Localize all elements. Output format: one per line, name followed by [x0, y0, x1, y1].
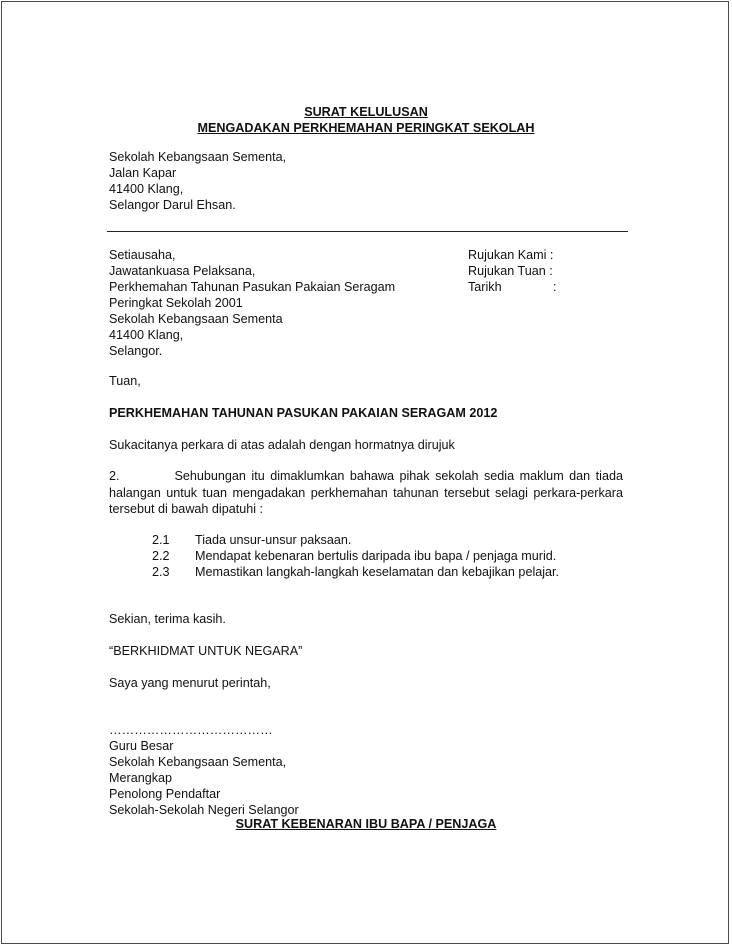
yours-line: Saya yang menurut perintah, [109, 676, 271, 690]
sender-line: Sekolah Kebangsaan Sementa, [109, 150, 287, 164]
condition-number: 2.2 [152, 549, 170, 563]
subject-heading: PERKHEMAHAN TAHUNAN PASUKAN PAKAIAN SERAGAM 2012 [109, 406, 498, 420]
sender-line: Jalan Kapar [109, 166, 177, 180]
recipient-line: Setiausaha, [109, 248, 176, 262]
condition-text: Mendapat kebenaran bertulis daripada ibu bapa / penjaga murid. [195, 549, 557, 563]
rujukan-kami: Rujukan Kami : [468, 248, 554, 262]
condition-text: Memastikan langkah-langkah keselamatan dan kebajikan pelajar. [195, 565, 560, 579]
condition-text: Tiada unsur-unsur paksaan. [195, 533, 352, 547]
sender-line: Selangor Darul Ehsan. [109, 198, 236, 212]
tarikh-label: Tarikh [468, 280, 502, 294]
letter-title: SURAT KELULUSAN [304, 105, 428, 119]
signatory-line: Guru Besar [109, 739, 174, 753]
paragraph-2: 2. Sehubungan itu dimaklumkan bahawa pihak sekolah sedia maklum dan tiada halangan untuk tuan mengadakan perkhemahan tahunan tersebut selagi perkara-perkara tersebut di bawah dipatuhi : [109, 469, 623, 516]
closing-line: Sekian, terima kasih. [109, 612, 226, 626]
salutation: Tuan, [109, 374, 141, 388]
recipient-line: Sekolah Kebangsaan Sementa [109, 312, 283, 326]
recipient-line: Jawatankuasa Pelaksana, [109, 264, 256, 278]
sender-line: 41400 Klang, [109, 182, 184, 196]
condition-number: 2.3 [152, 565, 170, 579]
tarikh-colon: : [553, 280, 557, 294]
next-letter-title: SURAT KEBENARAN IBU BAPA / PENJAGA [235, 817, 497, 831]
signatory-line: Merangkap [109, 771, 173, 785]
letter-subtitle: MENGADAKAN PERKHEMAHAN PERINGKAT SEKOLAH [197, 121, 535, 135]
signature-line: ………………………………… [109, 723, 273, 737]
recipient-line: Selangor. [109, 344, 163, 358]
recipient-line: Peringkat Sekolah 2001 [109, 296, 243, 310]
recipient-line: 41400 Klang, [109, 328, 184, 342]
motto: “BERKHIDMAT UNTUK NEGARA” [109, 644, 303, 658]
signatory-line: Penolong Pendaftar [109, 787, 221, 801]
recipient-line: Perkhemahan Tahunan Pasukan Pakaian Seragam [109, 280, 396, 294]
condition-number: 2.1 [152, 533, 170, 547]
rujukan-tuan: Rujukan Tuan : [468, 264, 553, 278]
signatory-line: Sekolah Kebangsaan Sementa, [109, 755, 287, 769]
divider-line [107, 231, 628, 232]
intro-paragraph: Sukacitanya perkara di atas adalah dengan hormatnya dirujuk [109, 438, 455, 452]
signatory-line: Sekolah-Sekolah Negeri Selangor [109, 803, 299, 817]
